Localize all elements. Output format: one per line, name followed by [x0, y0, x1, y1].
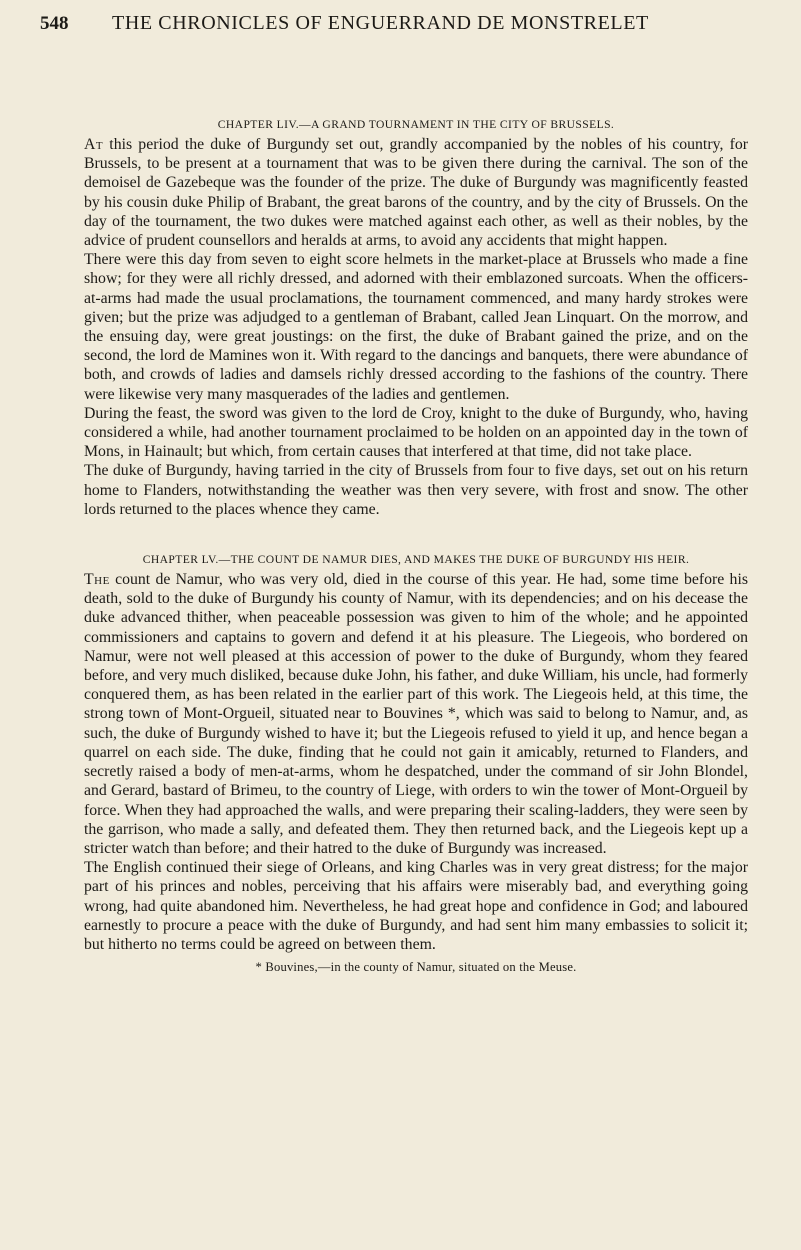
lead-word: The [84, 571, 110, 589]
chapter-55-heading: CHAPTER LV.—THE COUNT DE NAMUR DIES, AND MAKES THE DUKE OF BURGUNDY HIS HEIR. [142, 553, 690, 567]
chapter-54-heading: CHAPTER LIV.—A GRAND TOURNAMENT IN THE CITY OF BRUSSELS. [217, 118, 615, 131]
chapter-54-paragraph-3: During the feast, the sword was given to the lord de Croy, knight to the duke of Burgundy, who, having considered a while, had another tournament proclaimed to be holden on an appointed day in the town of Mons, in Hainault; but which, from certain causes that interfered at that time, did not take place. [84, 404, 748, 461]
chapter-55-paragraph-1 [84, 570, 748, 858]
footnote: * Bouvines,—in the county of Namur, situated on the Meuse. [255, 960, 577, 975]
chapter-54-paragraph-2: There were this day from seven to eight score helmets in the market-place at Brussels who made a fine show; for they were all richly dressed, and adorned with their emblazoned surcoats. When the officers-at-arms had made the usual proclamations, the tournament commenced, and many hardy strokes were given; but the prize was adjudged to a gentleman of Brabant, called Jean Linquart. On the morrow, and the ensuing day, were great joustings: on the first, the duke of Brabant gained the prize, and on the second, the lord de Mamines won it. With regard to the dancings and banquets, there were abundance of both, and crowds of ladies and damsels richly dressed according to the fashions of the country. There were likewise very many masquerades of the ladies and gentlemen. [84, 251, 748, 403]
page-body [84, 118, 748, 975]
running-title: THE CHRONICLES OF ENGUERRAND DE MONSTRELET [112, 12, 649, 34]
lead-word: At [84, 136, 104, 153]
running-head [40, 12, 760, 44]
paragraph-text: count de Namur, who was very old, died in the course of this year. He had, some time before his death, sold to the duke of Burgundy his county of Namur, with its dependencies; and on his decease the duke advanced thither, when peaceable possession was given to him of the whole; and he appointed commissioners and captains to govern and defend it at his pleasure. The Liegeois, who bordered on Namur, were not well pleased at this accession of power to the duke of Burgundy, whom they feared before, and very much disliked, because duke John, his father, and duke William, his uncle, had formerly conquered them, as has been related in the earlier part of this work. The Liegeois held, at this time, the strong town of Mont-Orgueil, situated near to Bouvines *, which was said to belong to Namur, and, as such, the duke of Burgundy wished to have it; but the Liegeois refused to yield it up, and hence began a quarrel on each side. The duke, finding that he could not gain it amicably, returned to Flanders, and secretly raised a body of men-at-arms, whom he despatched, under the command of sir John Blondel, and Gerard, bastard of Brimeu, to the country of Liege, with orders to win the tower of Mont-Orgueil by force. When they had approached the walls, and were preparing their scaling-ladders, they were seen by the garrison, who made a sally, and defeated them. They then returned back, and the Liegeois kept up a stricter watch than before; and their hatred to the duke of Burgundy was increased. [84, 571, 748, 857]
chapter-55-paragraph-2: The English continued their siege of Orleans, and king Charles was in very great distress; for the major part of his princes and nobles, perceiving that his affairs were miserably bad, and everything going wrong, had quite abandoned him. Nevertheless, he had great hope and confidence in God; and laboured earnestly to procure a peace with the duke of Burgundy, and had sent him many embassies to solicit it; but hitherto no terms could be agreed on between them. [84, 859, 748, 953]
page-number: 548 [40, 13, 69, 34]
chapter-54-paragraph-4: The duke of Burgundy, having tarried in the city of Brussels from four to five days, set out on his return home to Flanders, notwithstanding the weather was then very severe, with frost and snow. The other lords returned to the places whence they came. [84, 462, 748, 518]
paragraph-text: this period the duke of Burgundy set out, grandly accompanied by the nobles of his country, for Brussels, to be present at a tournament that was to be given there during the carnival. The son of the demoisel de Gazebeque was the founder of the prize. The duke of Burgundy was magnificently feasted by his cousin duke Philip of Brabant, the great barons of the country, and by the city of Brussels. On the day of the tournament, the two dukes were matched against each other, as well as their nobles, by the advice of prudent counsellors and heralds at arms, to avoid any accidents that might happen. [84, 136, 748, 250]
chapter-54-paragraph-1 [84, 135, 748, 250]
section-gap [84, 519, 748, 553]
